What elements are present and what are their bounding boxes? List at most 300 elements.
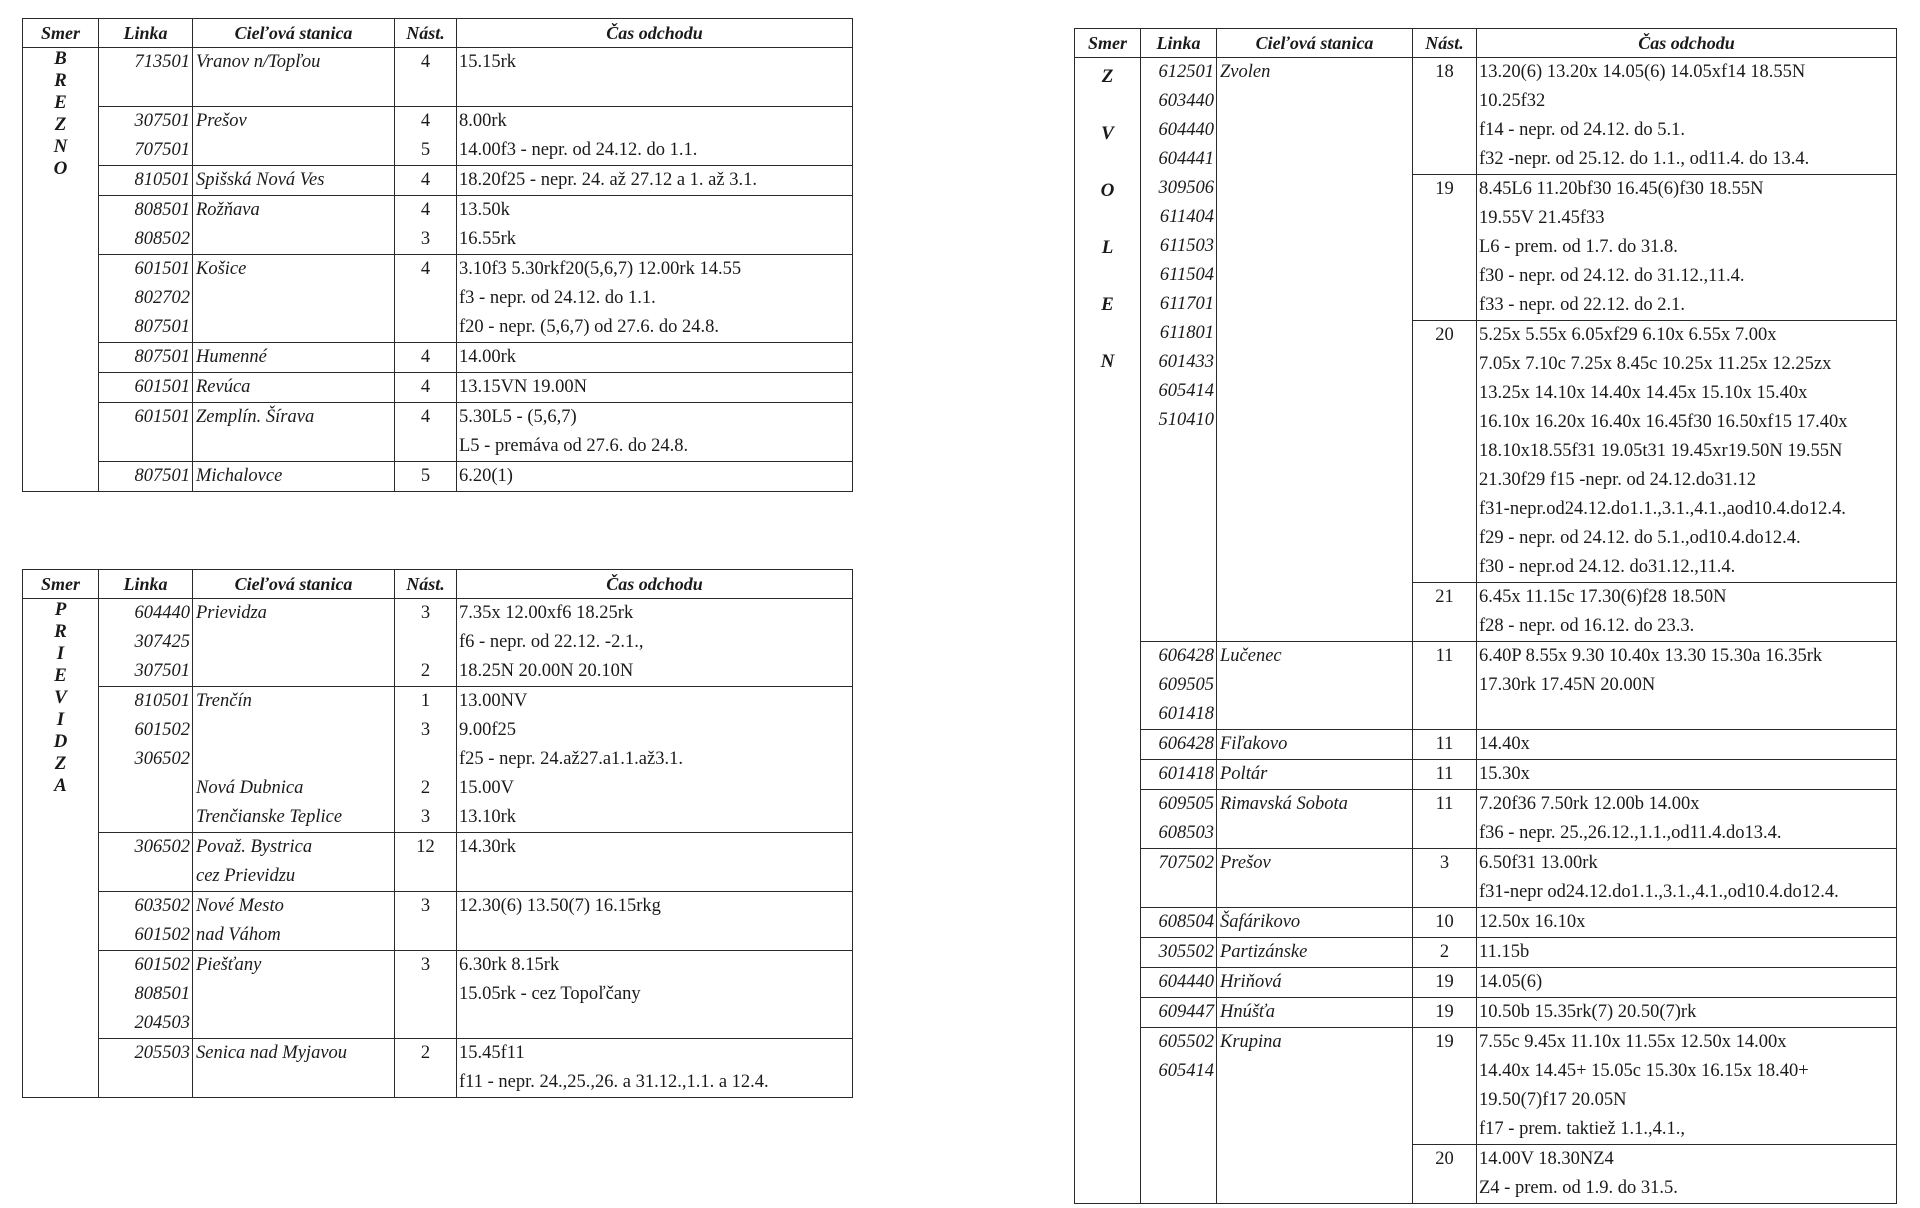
cell-line: Z4 - prem. od 1.9. do 31.5. bbox=[1479, 1178, 1678, 1198]
cell-line: 8.45L6 11.20bf30 16.45(6)f30 18.55N bbox=[1479, 179, 1764, 199]
cell-line: 608504 bbox=[1158, 912, 1214, 932]
cell-line: 510410 bbox=[1158, 410, 1214, 430]
cell-line: 3 bbox=[420, 955, 431, 975]
cell-line: 13.00NV bbox=[459, 691, 528, 711]
cell-line: 611404 bbox=[1159, 207, 1214, 227]
header-smer: Smer bbox=[1075, 29, 1141, 58]
table-row bbox=[1075, 849, 1897, 908]
direction-letter: V bbox=[1101, 123, 1114, 144]
cell-line: Krupina bbox=[1220, 1032, 1282, 1052]
table-row bbox=[23, 403, 853, 462]
linka-cell bbox=[99, 196, 193, 255]
stanica-cell bbox=[193, 599, 395, 687]
nastupiste-cell bbox=[1413, 760, 1477, 790]
cell-line: 601433 bbox=[1158, 352, 1214, 372]
stanica-cell bbox=[193, 373, 395, 403]
linka-cell bbox=[1141, 998, 1217, 1028]
cell-line: 609505 bbox=[1158, 794, 1214, 814]
stanica-cell bbox=[193, 833, 395, 892]
stanica-cell bbox=[193, 687, 395, 833]
cell-line: 11 bbox=[1435, 794, 1454, 814]
cell-line: 6.20(1) bbox=[459, 466, 513, 486]
empty-line bbox=[395, 628, 456, 657]
cell-line: f31-nepr.od24.12.do1.1.,3.1.,4.1.,aod10.4.do12.4. bbox=[1479, 499, 1846, 519]
empty-line bbox=[457, 1009, 852, 1038]
header-stanica: Cieľová stanica bbox=[193, 19, 395, 48]
direction-letter: I bbox=[56, 709, 65, 730]
cas-odchodu-cell bbox=[457, 107, 853, 166]
cell-line: 604440 bbox=[134, 603, 190, 623]
cell-line: Považ. Bystrica bbox=[196, 837, 313, 857]
timetable-brezno bbox=[22, 18, 853, 492]
cell-line: 3 bbox=[420, 603, 431, 623]
table-row bbox=[1075, 58, 1897, 175]
empty-line bbox=[193, 77, 394, 106]
cell-line: 309506 bbox=[1158, 178, 1214, 198]
nastupiste-cell bbox=[395, 687, 457, 833]
empty-line bbox=[395, 432, 456, 461]
cell-line: 601502 bbox=[134, 720, 190, 740]
linka-cell bbox=[99, 48, 193, 107]
cell-line: 8.00rk bbox=[459, 111, 507, 131]
cell-line: 4 bbox=[420, 111, 431, 131]
cell-line: f33 - nepr. od 22.12. do 2.1. bbox=[1479, 295, 1686, 315]
nastupiste-cell bbox=[395, 403, 457, 462]
cell-line: Prievidza bbox=[196, 603, 267, 623]
linka-cell bbox=[99, 343, 193, 373]
cell-line: 20 bbox=[1435, 1149, 1454, 1169]
cell-line: 6.50f31 13.00rk bbox=[1479, 853, 1598, 873]
direction-letter: E bbox=[1101, 294, 1114, 315]
header-nastupiste: Nást. bbox=[395, 19, 457, 48]
cas-odchodu-cell bbox=[1477, 321, 1897, 583]
empty-line bbox=[99, 862, 192, 891]
timetable-zvolen bbox=[1074, 28, 1897, 1204]
table-row bbox=[1075, 968, 1897, 998]
cell-line: 604440 bbox=[1158, 972, 1214, 992]
cell-line: Hriňová bbox=[1220, 972, 1282, 992]
direction-letter: A bbox=[54, 775, 67, 796]
table-row bbox=[23, 255, 853, 343]
cell-line: 3 bbox=[420, 896, 431, 916]
cell-line: 601501 bbox=[134, 377, 190, 397]
cell-line: 16.10x 16.20x 16.40x 16.45f30 16.50xf15 17.40x bbox=[1479, 412, 1848, 432]
nastupiste-cell bbox=[1413, 938, 1477, 968]
table-row bbox=[23, 166, 853, 196]
empty-line bbox=[1413, 878, 1476, 907]
stanica-cell bbox=[193, 951, 395, 1039]
cell-line: f30 - nepr. od 24.12. do 31.12.,11.4. bbox=[1479, 266, 1745, 286]
cell-line: Humenné bbox=[196, 347, 267, 367]
cell-line: L6 - prem. od 1.7. do 31.8. bbox=[1479, 237, 1678, 257]
cell-line: 4 bbox=[420, 170, 431, 190]
cell-line: 4 bbox=[420, 377, 431, 397]
empty-line bbox=[193, 980, 394, 1009]
header-row bbox=[1075, 29, 1897, 58]
cell-line: Spišská Nová Ves bbox=[196, 170, 325, 190]
cell-line: 603502 bbox=[134, 896, 190, 916]
cell-line: Hnúšťa bbox=[1220, 1002, 1276, 1022]
empty-line bbox=[193, 1009, 394, 1038]
nastupiste-cell bbox=[395, 48, 457, 107]
table-row bbox=[23, 951, 853, 1039]
cell-line: cez Prievidzu bbox=[196, 866, 296, 886]
direction-letter: I bbox=[56, 643, 65, 664]
cell-line: 4 bbox=[420, 407, 431, 427]
cell-line: 18.10x18.55f31 19.05t31 19.45xr19.50N 19.55N bbox=[1479, 441, 1843, 461]
cell-line: f20 - nepr. (5,6,7) od 27.6. do 24.8. bbox=[459, 317, 719, 337]
stanica-cell bbox=[1217, 968, 1413, 998]
cas-odchodu-cell bbox=[1477, 849, 1897, 908]
nastupiste-cell bbox=[395, 255, 457, 343]
direction-letter: O bbox=[53, 158, 68, 179]
cell-line: 9.00f25 bbox=[459, 720, 517, 740]
cell-line: 601501 bbox=[134, 407, 190, 427]
cell-line: 611504 bbox=[1159, 265, 1214, 285]
header-linka: Linka bbox=[1141, 29, 1217, 58]
cell-line: 17.30rk 17.45N 20.00N bbox=[1479, 675, 1656, 695]
stanica-cell bbox=[1217, 1028, 1413, 1204]
empty-line bbox=[457, 921, 852, 950]
cas-odchodu-cell bbox=[457, 48, 853, 107]
empty-line bbox=[99, 432, 192, 461]
direction-letter: L bbox=[1101, 237, 1114, 258]
cell-line: 605414 bbox=[1158, 381, 1214, 401]
cell-line: 707501 bbox=[134, 140, 190, 160]
cell-line: 15.15rk bbox=[459, 52, 517, 72]
cell-line: Nová Dubnica bbox=[196, 778, 304, 798]
cas-odchodu-cell bbox=[457, 599, 853, 687]
stanica-cell bbox=[1217, 790, 1413, 849]
cell-line: 10.50b 15.35rk(7) 20.50(7)rk bbox=[1479, 1002, 1697, 1022]
cell-line: nad Váhom bbox=[196, 925, 281, 945]
cell-line: 12 bbox=[416, 837, 435, 857]
nastupiste-cell bbox=[1413, 58, 1477, 175]
nastupiste-cell bbox=[395, 196, 457, 255]
cell-line: 810501 bbox=[134, 170, 190, 190]
cell-line: f3 - nepr. od 24.12. do 1.1. bbox=[459, 288, 656, 308]
cell-line: 611503 bbox=[1159, 236, 1214, 256]
cell-line: 4 bbox=[420, 347, 431, 367]
cell-line: 606428 bbox=[1158, 734, 1214, 754]
nastupiste-cell bbox=[395, 373, 457, 403]
empty-line bbox=[1217, 878, 1412, 907]
cas-odchodu-cell bbox=[457, 373, 853, 403]
empty-line bbox=[1217, 671, 1412, 700]
stanica-cell bbox=[193, 196, 395, 255]
nastupiste-cell bbox=[1413, 321, 1477, 583]
nastupiste-cell bbox=[395, 892, 457, 951]
cell-line: 2 bbox=[1439, 942, 1450, 962]
cell-line: 21 bbox=[1435, 587, 1454, 607]
header-cas-odchodu: Čas odchodu bbox=[457, 19, 853, 48]
cell-line: 12.30(6) 13.50(7) 16.15rkg bbox=[459, 896, 661, 916]
cell-line: f28 - nepr. od 16.12. do 23.3. bbox=[1479, 616, 1695, 636]
linka-cell bbox=[1141, 1028, 1217, 1204]
cell-line: 4 bbox=[420, 52, 431, 72]
direction-letter: E bbox=[54, 665, 67, 686]
empty-line bbox=[99, 77, 192, 106]
cell-line: 307425 bbox=[134, 632, 190, 652]
cell-line: 611701 bbox=[1159, 294, 1214, 314]
cell-line: 5.25x 5.55x 6.05xf29 6.10x 6.55x 7.00x bbox=[1479, 325, 1777, 345]
cas-odchodu-cell bbox=[1477, 760, 1897, 790]
table-row bbox=[1075, 938, 1897, 968]
cell-line: f29 - nepr. od 24.12. do 5.1.,od10.4.do12.4. bbox=[1479, 528, 1801, 548]
empty-line bbox=[457, 862, 852, 891]
cas-odchodu-cell bbox=[457, 255, 853, 343]
cas-odchodu-cell bbox=[1477, 730, 1897, 760]
nastupiste-cell bbox=[1413, 1145, 1477, 1204]
nastupiste-cell bbox=[395, 462, 457, 492]
table-row bbox=[23, 892, 853, 951]
linka-cell bbox=[1141, 849, 1217, 908]
cas-odchodu-cell bbox=[1477, 998, 1897, 1028]
table-row bbox=[1075, 1028, 1897, 1145]
cell-line: Prešov bbox=[1220, 853, 1271, 873]
header-row bbox=[23, 570, 853, 599]
cell-line: Rimavská Sobota bbox=[1220, 794, 1348, 814]
cell-line: 11.15b bbox=[1479, 942, 1530, 962]
cell-line: 14.40x 14.45+ 15.05c 15.30x 16.15x 18.40+ bbox=[1479, 1061, 1809, 1081]
cell-line: 3 bbox=[420, 807, 431, 827]
cell-line: 19 bbox=[1435, 972, 1454, 992]
cell-line: 601501 bbox=[134, 259, 190, 279]
cell-line: 807501 bbox=[134, 347, 190, 367]
cas-odchodu-cell bbox=[457, 687, 853, 833]
empty-line bbox=[193, 657, 394, 686]
empty-line bbox=[395, 313, 456, 342]
nastupiste-cell bbox=[1413, 849, 1477, 908]
cell-line: 605414 bbox=[1158, 1061, 1214, 1081]
stanica-cell bbox=[193, 343, 395, 373]
cell-line: 14.30rk bbox=[459, 837, 517, 857]
linka-cell bbox=[99, 462, 193, 492]
cell-line: f36 - nepr. 25.,26.12.,1.1.,od11.4.do13.4. bbox=[1479, 823, 1782, 843]
nastupiste-cell bbox=[395, 1039, 457, 1098]
empty-line bbox=[457, 77, 852, 106]
cell-line: 16.55rk bbox=[459, 229, 517, 249]
cell-line: 601418 bbox=[1158, 764, 1214, 784]
cell-line: 3.10f3 5.30rkf20(5,6,7) 12.00rk 14.55 bbox=[459, 259, 742, 279]
stanica-cell bbox=[1217, 730, 1413, 760]
stanica-cell bbox=[193, 1039, 395, 1098]
cas-odchodu-cell bbox=[457, 462, 853, 492]
cell-line: 19 bbox=[1435, 1032, 1454, 1052]
direction-letter: Z bbox=[54, 114, 67, 135]
cell-line: 603440 bbox=[1158, 91, 1214, 111]
direction-letter: E bbox=[54, 92, 67, 113]
cas-odchodu-cell bbox=[457, 403, 853, 462]
cell-line: 15.05rk - cez Topoľčany bbox=[459, 984, 641, 1004]
linka-cell bbox=[1141, 730, 1217, 760]
empty-line bbox=[193, 284, 394, 313]
linka-cell bbox=[1141, 760, 1217, 790]
cell-line: 707502 bbox=[1158, 853, 1214, 873]
cell-line: 604441 bbox=[1158, 149, 1214, 169]
stanica-cell bbox=[193, 462, 395, 492]
cell-line: 807501 bbox=[134, 317, 190, 337]
cell-line: 13.20(6) 13.20x 14.05(6) 14.05xf14 18.55N bbox=[1479, 62, 1806, 82]
header-row bbox=[23, 19, 853, 48]
table-row bbox=[23, 373, 853, 403]
cell-line: Partizánske bbox=[1220, 942, 1308, 962]
cell-line: 7.55c 9.45x 11.10x 11.55x 12.50x 14.00x bbox=[1479, 1032, 1787, 1052]
cell-line: 204503 bbox=[134, 1013, 190, 1033]
linka-cell bbox=[99, 833, 193, 892]
empty-line bbox=[193, 432, 394, 461]
empty-line bbox=[395, 77, 456, 106]
cas-odchodu-cell bbox=[457, 951, 853, 1039]
cell-line: f31-nepr od24.12.do1.1.,3.1.,4.1.,od10.4.do12.4. bbox=[1479, 882, 1839, 902]
cell-line: 609447 bbox=[1158, 1002, 1214, 1022]
empty-line bbox=[193, 136, 394, 165]
empty-line bbox=[1477, 700, 1896, 729]
cell-line: 2 bbox=[420, 778, 431, 798]
cell-line: 601502 bbox=[134, 955, 190, 975]
direction-cell bbox=[1075, 58, 1141, 1204]
cell-line: Senica nad Myjavou bbox=[196, 1043, 348, 1063]
linka-cell bbox=[1141, 58, 1217, 642]
empty-line bbox=[193, 628, 394, 657]
linka-cell bbox=[99, 403, 193, 462]
direction-letter: B bbox=[54, 48, 67, 69]
direction-letter: V bbox=[54, 687, 67, 708]
cell-line: 7.35x 12.00xf6 18.25rk bbox=[459, 603, 634, 623]
cell-line: 5 bbox=[420, 140, 431, 160]
linka-cell bbox=[99, 1039, 193, 1098]
cell-line: 3 bbox=[1439, 853, 1450, 873]
table-row bbox=[23, 343, 853, 373]
cas-odchodu-cell bbox=[1477, 583, 1897, 642]
cell-line: Košice bbox=[196, 259, 247, 279]
cell-line: 611801 bbox=[1159, 323, 1214, 343]
nastupiste-cell bbox=[1413, 790, 1477, 849]
cell-line: 608503 bbox=[1158, 823, 1214, 843]
nastupiste-cell bbox=[1413, 730, 1477, 760]
cell-line: Poltár bbox=[1220, 764, 1268, 784]
header-cas-odchodu: Čas odchodu bbox=[1477, 29, 1897, 58]
header-stanica: Cieľová stanica bbox=[193, 570, 395, 599]
cell-line: 601418 bbox=[1158, 704, 1214, 724]
cell-line: 307501 bbox=[134, 661, 190, 681]
stanica-cell bbox=[193, 892, 395, 951]
cell-line: 307501 bbox=[134, 111, 190, 131]
linka-cell bbox=[1141, 908, 1217, 938]
empty-line bbox=[99, 803, 192, 832]
stanica-cell bbox=[1217, 642, 1413, 730]
direction-letters bbox=[23, 48, 98, 180]
cas-odchodu-cell bbox=[1477, 58, 1897, 175]
stanica-cell bbox=[1217, 908, 1413, 938]
cell-line: 306502 bbox=[134, 837, 190, 857]
nastupiste-cell bbox=[1413, 583, 1477, 642]
cell-line: 15.30x bbox=[1479, 764, 1530, 784]
direction-letter: Z bbox=[1101, 66, 1114, 87]
cell-line: Revúca bbox=[196, 377, 251, 397]
cell-line: f14 - nepr. od 24.12. do 5.1. bbox=[1479, 120, 1686, 140]
header-nastupiste: Nást. bbox=[1413, 29, 1477, 58]
stanica-cell bbox=[193, 403, 395, 462]
cell-line: 15.45f11 bbox=[459, 1043, 525, 1063]
cas-odchodu-cell bbox=[1477, 908, 1897, 938]
header-smer: Smer bbox=[23, 19, 99, 48]
cell-line: 19.55V 21.45f33 bbox=[1479, 208, 1605, 228]
cell-line: 3 bbox=[420, 720, 431, 740]
linka-cell bbox=[99, 166, 193, 196]
nastupiste-cell bbox=[1413, 1028, 1477, 1145]
empty-line bbox=[395, 745, 456, 774]
nastupiste-cell bbox=[1413, 642, 1477, 730]
table-row bbox=[23, 462, 853, 492]
linka-cell bbox=[99, 892, 193, 951]
empty-line bbox=[395, 862, 456, 891]
linka-cell bbox=[1141, 938, 1217, 968]
cell-line: Vranov n/Topľou bbox=[196, 52, 321, 72]
header-smer: Smer bbox=[23, 570, 99, 599]
nastupiste-cell bbox=[395, 343, 457, 373]
cell-line: 7.20f36 7.50rk 12.00b 14.00x bbox=[1479, 794, 1700, 814]
empty-line bbox=[193, 313, 394, 342]
stanica-cell bbox=[1217, 938, 1413, 968]
nastupiste-cell bbox=[1413, 175, 1477, 321]
header-nastupiste: Nást. bbox=[395, 570, 457, 599]
table-row bbox=[23, 599, 853, 687]
stanica-cell bbox=[1217, 849, 1413, 908]
empty-line bbox=[395, 980, 456, 1009]
cell-line: 606428 bbox=[1158, 646, 1214, 666]
linka-cell bbox=[99, 255, 193, 343]
cell-line: 5.30L5 - (5,6,7) bbox=[459, 407, 577, 427]
linka-cell bbox=[1141, 790, 1217, 849]
stanica-cell bbox=[1217, 760, 1413, 790]
cell-line: 2 bbox=[420, 1043, 431, 1063]
linka-cell bbox=[99, 951, 193, 1039]
direction-letter: O bbox=[1100, 180, 1115, 201]
empty-line bbox=[395, 1068, 456, 1097]
cell-line: Lučenec bbox=[1220, 646, 1282, 666]
empty-line bbox=[193, 225, 394, 254]
cell-line: Trenčín bbox=[196, 691, 252, 711]
cell-line: 601502 bbox=[134, 925, 190, 945]
cell-line: 205503 bbox=[134, 1043, 190, 1063]
stanica-cell bbox=[1217, 998, 1413, 1028]
cell-line: 18.20f25 - nepr. 24. až 27.12 a 1. až 3.1. bbox=[459, 170, 757, 190]
cell-line: 11 bbox=[1435, 764, 1454, 784]
cell-line: 18.25N 20.00N 20.10N bbox=[459, 661, 634, 681]
table-row bbox=[1075, 642, 1897, 730]
empty-line bbox=[1217, 819, 1412, 848]
cell-line: 6.30rk 8.15rk bbox=[459, 955, 560, 975]
direction-cell bbox=[23, 48, 99, 492]
nastupiste-cell bbox=[1413, 998, 1477, 1028]
table-row bbox=[23, 107, 853, 166]
cell-line: 12.50x 16.10x bbox=[1479, 912, 1586, 932]
nastupiste-cell bbox=[1413, 908, 1477, 938]
empty-line bbox=[1413, 671, 1476, 700]
empty-line bbox=[1413, 700, 1476, 729]
table-row bbox=[23, 1039, 853, 1098]
table-row bbox=[1075, 760, 1897, 790]
nastupiste-cell bbox=[395, 951, 457, 1039]
cell-line: Nové Mesto bbox=[196, 896, 284, 916]
stanica-cell bbox=[193, 255, 395, 343]
table-row bbox=[1075, 998, 1897, 1028]
cell-line: 21.30f29 f15 -nepr. od 24.12.do31.12 bbox=[1479, 470, 1756, 490]
cell-line: 810501 bbox=[134, 691, 190, 711]
linka-cell bbox=[99, 107, 193, 166]
direction-letter: D bbox=[53, 731, 68, 752]
